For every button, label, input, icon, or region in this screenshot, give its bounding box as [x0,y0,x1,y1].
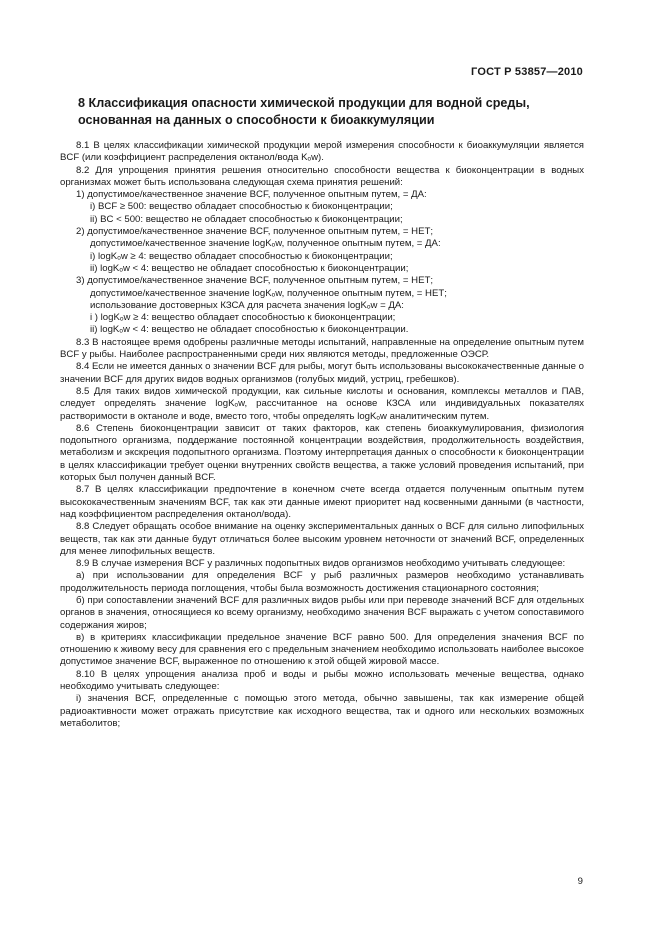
paragraph: б) при сопоставлении значений BCF для различных видов рыбы или при переводе значений BCF для отдельных органов в значения, относящиеся ко всему организму, необходимо значения BCF выражать с учетом сопоставимого содержания жиров; [60,594,584,631]
paragraph: 8.4 Если не имеется данных о значении BCF для рыбы, могут быть использованы высококачественные данные о значении BCF для других видов водных организмов (голубых мидий, устриц, гребешков). [60,361,584,385]
document-code: ГОСТ Р 53857—2010 [471,66,583,78]
paragraph: 8.2 Для упрощения принятия решения относительно способности вещества к биоконцентрации в водных организмах может быть использована следующая схема принятия решений: [60,164,584,188]
list-subitem: допустимое/качественное значение logKₒw, полученное опытным путем, = НЕТ; [90,287,447,299]
list-item: 2) допустимое/качественное значение BCF, полученное опытным путем, = НЕТ; [76,226,433,238]
list-subitem: ii) BC < 500: вещество не обладает способностью к биоконцентрации; [90,213,403,225]
section-body [60,140,584,730]
paragraph: 8.5 Для таких видов химической продукции, как сильные кислоты и основания, комплексы металлов и ПАВ, следует определять значение logKₒw, рассчитанное на основе КЗСА или индивидуальных показателях растворимости в октаноле и воде, вместо того, чтобы определять logKₒw аналитическим путем. [60,385,584,422]
paragraph: 8.7 В целях классификации предпочтение в конечном счете всегда отдается полученным опытным путем высококачественным значениям BCF, так как эти данные имеют приоритет над косвенными данными (в частности, над коэффициентом распределения октанол/вода). [60,484,584,520]
paragraph: 8.10 В целях упрощения анализа проб и воды и рыбы можно использовать меченые вещества, однако необходимо учитывать следующее: [60,668,584,693]
list-subitem: i) BCF ≥ 500: вещество обладает способностью к биоконцентрации; [90,201,393,213]
paragraph: 8.1 В целях классификации химической продукции мерой измерения способности к биоаккумуляции является BCF (или коэффициент распределения октанол/вода Kₒw). [60,140,584,164]
list-subitem: ii) logKₒw < 4: вещество не обладает способностью к биоконцентрации. [90,324,409,336]
paragraph: 8.8 Следует обращать особое внимание на оценку экспериментальных данных о BCF для сильно липофильных веществ, так как эти данные будут отличаться более высоким уровнем неточности от значений BCF, определенных для менее липофильных веществ. [60,521,584,557]
page-number: 9 [577,876,583,887]
list-item: 1) допустимое/качественное значение BCF, полученное опытным путем, = ДА: [76,189,427,201]
list-subitem: допустимое/качественное значение logKₒw, полученное опытным путем, = ДА: [90,238,441,250]
paragraph: i) значения BCF, определенные с помощью этого метода, обычно завышены, так как измерение общей радиоактивности может отражать присутствие как исходного вещества, так и одного или нескольких возможных метаболитов; [60,693,584,729]
paragraph: а) при использовании для определения BCF у рыб различных размеров необходимо устанавливать продолжительность периода поглощения, чтобы была возможность достижения стационарного состояния; [60,570,584,594]
list-item: 3) допустимое/качественное значение BCF, полученное опытным путем, = НЕТ; [76,275,433,287]
paragraph: 8.9 В случае измерения BCF у различных подопытных видов организмов необходимо учитывать следующее: [76,558,566,570]
paragraph: в) в критериях классификации предельное значение BCF равно 500. Для определения значения BCF по отношению к живому весу для сравнения его с предельным значением необходимо использовать наиболее высокое допустимое значение BCF, выраженное по отношению к этой общей жировой массе. [60,631,584,668]
list-subitem: ii) logKₒw < 4: вещество не обладает способностью к биоконцентрации; [90,262,409,274]
paragraph: 8.3 В настоящее время одобрены различные методы испытаний, направленные на определение опытным путем BCF у рыбы. Наиболее распространенными среди них являются методы, предложенные ОЭСР. [60,336,584,361]
list-subitem: i ) logKₒw ≥ 4: вещество обладает способностью к биоконцентрации; [90,312,396,324]
section-title: 8 Классификация опасности химической продукции для водной среды, основанная на данных о способности к биоаккумуляции [78,96,530,127]
paragraph: 8.6 Степень биоконцентрации зависит от таких факторов, как степень биоаккумулирования, физиология подопытного организма, поддержание постоянной концентрации воздействия, продолжительность воздействия, метаболизм и экскреция подопытного организма. Поэтому интерпретация данных о способности к биоконцентрации в целях классификации требует оценки внутренних свойств вещества, а также условий проведения испытаний, при которых был получен данный BCF. [60,422,584,484]
list-subitem: i) logKₒw ≥ 4: вещество обладает способностью к биоконцентрации; [90,250,393,262]
list-subitem: использование достоверных КЗСА для расчета значения logKₒw = ДА: [90,299,404,311]
